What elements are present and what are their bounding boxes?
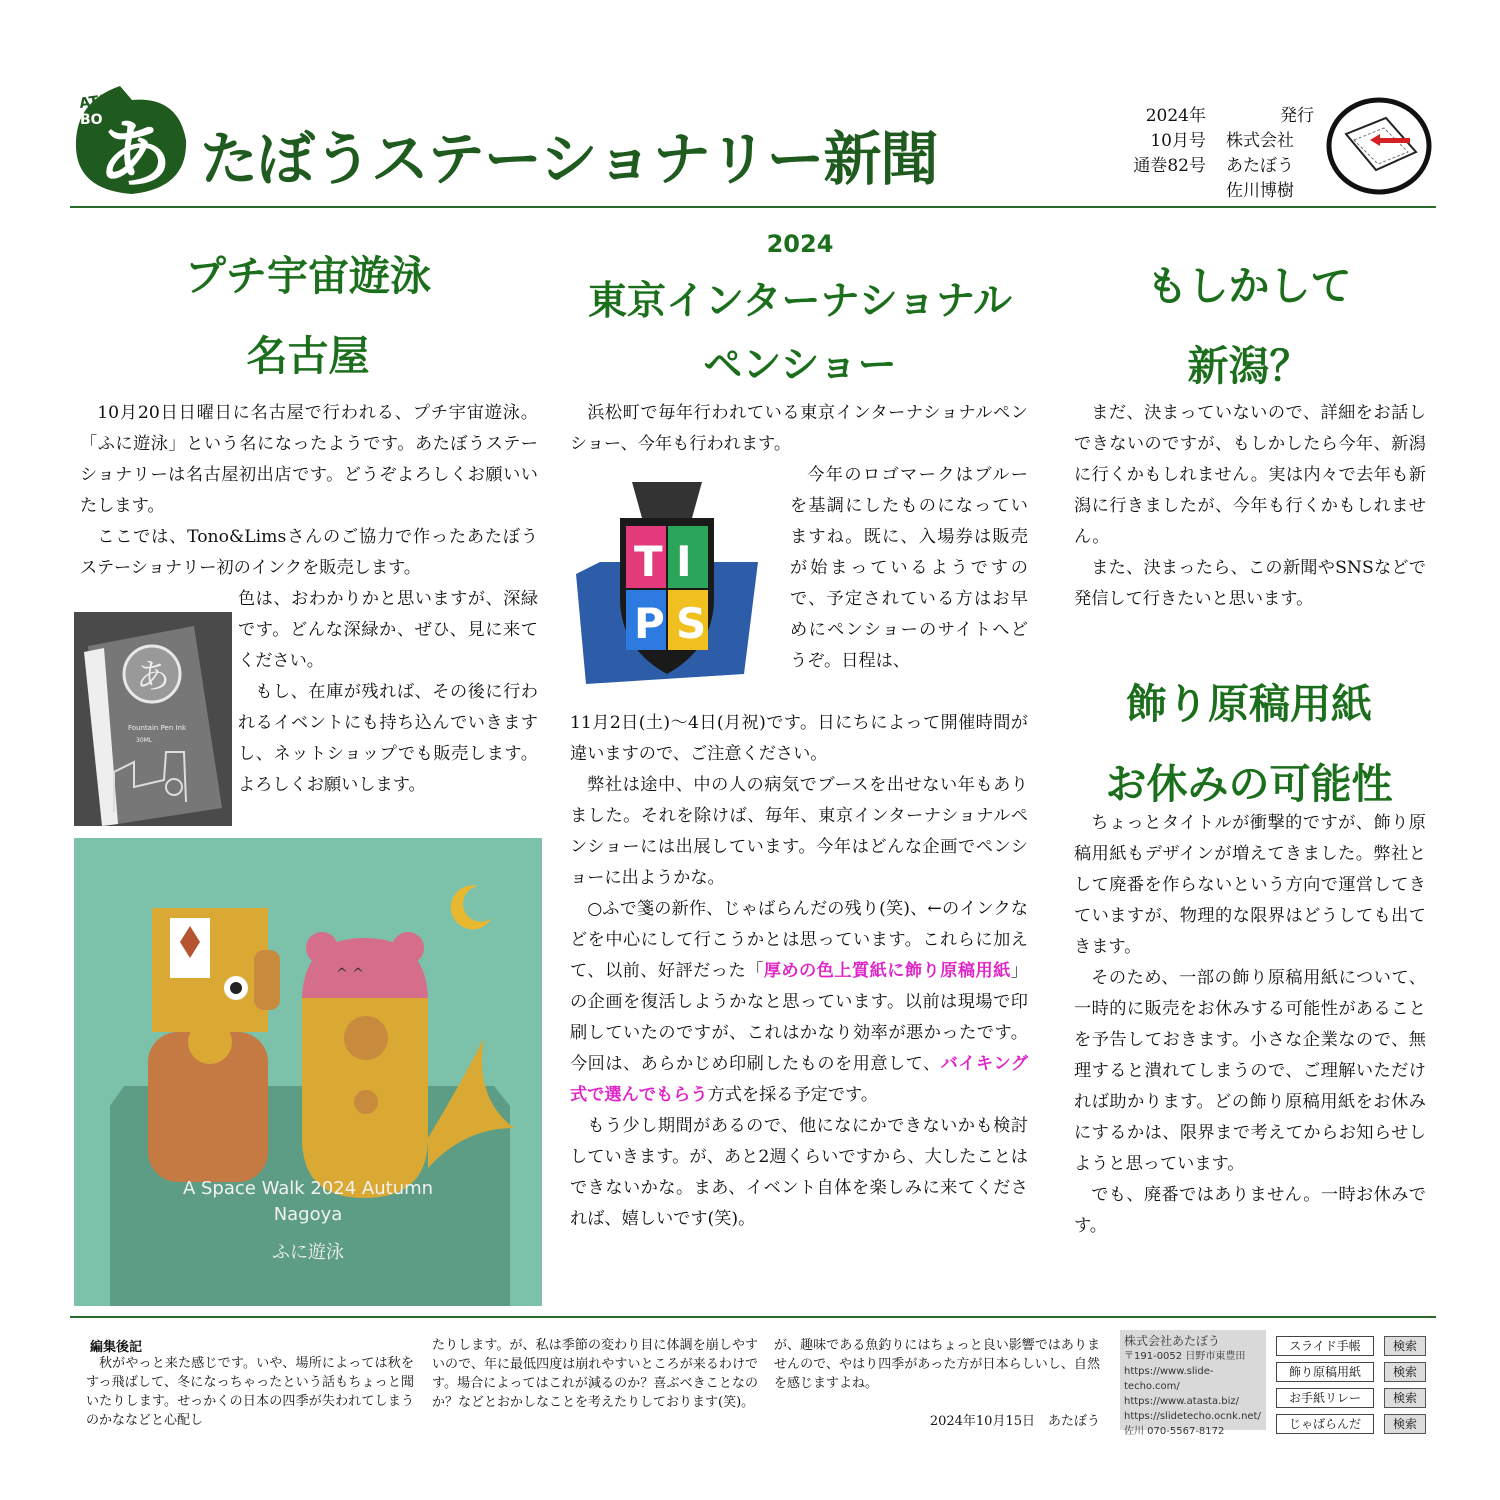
article1-body [80,398,538,584]
search-term: お手紙リレー [1276,1388,1374,1408]
article2-text: 」の企画を復活しようかなと思っています。以前は現場で印刷していたのですが、これはかなり効率が悪かったです。今回は、あらかじめ印刷したものを用意して、 [570,961,1028,1074]
tips-letter-t: T [634,537,663,586]
search-row [1276,1362,1436,1382]
editors-note-signature: 2024年10月15日 あたぼう [929,1414,1100,1429]
article4-paragraph: ちょっとタイトルが衝撃的ですが、飾り原稿用紙もデザインが増えてきました。弊社として廃番を作らないという方向で運営してきていますが、物理的な限界はどうしても出てきます。 [1074,813,1426,957]
slide-techo-stamp-icon [1324,96,1434,196]
highlight-text: バイキング式で選んでもらう [570,1054,1028,1105]
article4-paragraph: そのため、一部の飾り原稿用紙について、一時的に販売をお休みする可能性があることを予告しておきます。小さな企業なので、無理すると潰れてしまうので、ご理解いただければ助かります。どの飾り原稿用紙をお休みにするかは、限界まで考えてからお知らせしようと思っています。 [1074,968,1426,1174]
highlight-text: 厚めの色上質紙に飾り原稿用紙 [763,961,1011,981]
article3-paragraph: また、決まったら、この新聞やSNSなどで発信して行きたいと思います。 [1074,558,1426,609]
article3-headline-line1: もしかして [1146,262,1352,310]
footer-rule [70,1316,1436,1318]
article1-side-paragraph: もし、在庫が残れば、その後に行われるイベントにも持ち込んでいきますし、ネットショップでも販売します。よろしくお願いします。 [238,682,538,795]
article2-headline-line2: ペンショー [703,343,897,388]
issue-number: 通巻82号 [1133,156,1206,176]
illustration-caption-line1: A Space Walk 2024 Autumn [182,1178,434,1199]
tips-letter-s: S [676,599,707,648]
contact-url[interactable]: https://www.atasta.biz/ [1124,1396,1239,1407]
article2-paragraph: もう少し期間があるので、他になにかできないかも検討していきます。が、あと2週くらいですから、大したことはできないかな。まあ、イベント自体を楽しみに来てくだされば、嬉しいです(笑)。 [570,1116,1028,1229]
contact-url[interactable]: https://slidetecho.ocnk.net/ [1124,1411,1261,1422]
search-row [1276,1388,1436,1408]
article2-headline-line1: 東京インターナショナル [588,279,1012,324]
svg-text:ATA: ATA [78,92,110,112]
article4-paragraph: でも、廃番ではありません。一時お休みです。 [1074,1185,1426,1236]
illustration-caption-line3: ふに遊泳 [272,1242,344,1263]
article2-text: 方式を採る予定です。 [707,1085,879,1105]
editors-note-text: たりします。が、私は季節の変わり目に体調を崩しやすいので、年に最低四度は崩れやすいところが来るわけです。場合によってはこれが減るのか？喜ぶべきことなのか？などとおかしなことを考えたりしております(笑)。 [432,1338,758,1410]
article2-paragraph: 弊社は途中、中の人の病気でブースを出せない年もありました。それを除けば、毎年、東京インターナショナルペンショーには出展しています。今年はどんな企画でペンショーに出ようかな。 [570,775,1028,888]
editors-note-col3 [774,1336,1100,1393]
atabo-logo [68,78,198,198]
tips-letter-p: P [634,599,665,648]
publisher-heading: 発行 [1280,106,1314,126]
issue-info [1118,104,1206,179]
editors-note-title: 編集後記 [90,1340,143,1355]
search-button[interactable]: 検索 [1384,1362,1426,1382]
editors-note-text: 秋がやっと来た感じです。いや、場所によっては秋をすっ飛ばして、冬になっちゃったという話もちょっと聞いたりします。せっかくの日本の四季が失われてしまうのかななどと心配し [86,1356,414,1428]
article4-headline-line1: 飾り原稿用紙 [1126,680,1372,728]
svg-text:^ ^: ^ ^ [336,966,364,982]
article1-side-paragraph: 色は、おわかりかと思いますが、深緑です。どんな深緑か、ぜひ、見に来てください。 [238,589,538,671]
search-button[interactable]: 検索 [1384,1336,1426,1356]
search-button[interactable]: 検索 [1384,1388,1426,1408]
contact-box [1120,1330,1266,1437]
article1-headline-line2: 名古屋 [246,332,370,380]
editors-note-col1 [86,1354,414,1430]
search-term: 飾り原稿用紙 [1276,1362,1374,1382]
article2-intro [570,398,1028,460]
article2-paragraph: 浜松町で毎年行われている東京インターナショナルペンショー、今年も行われます。 [570,403,1028,454]
ink-volume-text: 30ML [136,737,153,744]
editors-note-text: が、趣味である魚釣りにはちょっと良い影響ではありませんので、やはり四季があった方が日本らしいし、自然を感じますよね。 [774,1338,1100,1391]
article3-headline [1062,246,1436,406]
logo-glyph: あ [98,112,172,198]
ink-bottle-photo [74,612,232,826]
article2-side-paragraph: 今年のロゴマークはブルーを基調にしたものになっていますね。既に、入場券は販売が始まっているようですので、予定されている方はお早めにペンショーのサイトへどうぞ。日程は、 [790,465,1028,671]
issue-year: 2024年 [1145,106,1206,126]
article3-body [1074,398,1426,615]
svg-text:あ: あ [136,657,170,697]
header-rule [70,206,1436,208]
article3-paragraph: まだ、決まっていないので、詳細をお話しできないのですが、もしかしたら今年、新潟に行くかもしれません。実は内々で去年も新潟に行きましたが、今年も行くかもしれません。 [1074,403,1426,547]
illustration-caption-line2: Nagoya [273,1204,343,1225]
tips-pen-show-logo [572,478,764,688]
tips-letter-i: I [676,537,692,586]
article1-side-body [238,584,538,801]
article1-headline-line1: プチ宇宙遊泳 [185,252,431,300]
article3-headline-line2: 新潟？ [1187,342,1311,390]
article2-kicker: 2024 [766,230,834,258]
search-term: スライド手帳 [1276,1336,1374,1356]
search-row [1276,1414,1436,1434]
article1-paragraph: ここでは、Tono&Limsさんのご協力で作ったあたぼうステーショナリー初のインクを販売します。 [80,527,538,578]
article2-paragraph: 11月2日(土)～4日(月祝)です。日にちによって開催時間が違いますので、ご注意ください。 [570,713,1028,764]
search-button[interactable]: 検索 [1384,1414,1426,1434]
publisher-info [1226,104,1314,204]
article1-paragraph: 10月20日日曜日に名古屋で行われる、プチ宇宙遊泳。「ふに遊泳」という名になったようです。あたぼうステーショナリーは名古屋初出店です。どうぞよろしくお願いいたします。 [80,403,538,516]
issue-month: 10月号 [1150,131,1206,151]
publisher-company: あたぼう [1226,156,1294,176]
contact-address: 〒191-0052 日野市東豊田 [1124,1351,1246,1362]
article4-headline [1062,664,1436,824]
search-term: じゃばらんだ [1276,1414,1374,1434]
article2-text: ○ふで箋の新作、じゃばらんだの残り(笑)、←のインクなどを中心にして行こうかとは思っています。これらに加えて、以前、好評だった「 [570,899,1028,981]
svg-text:BO: BO [80,112,103,128]
article2-side-body [790,460,1028,677]
article4-body [1074,808,1426,1242]
publisher-person: 佐川博樹 [1226,181,1294,201]
search-row [1276,1336,1436,1356]
article1-headline [74,236,542,396]
contact-company: 株式会社あたぼう [1124,1334,1221,1348]
editors-note-col2 [432,1336,758,1412]
contact-phone: 佐川 070-5567-8172 [1124,1426,1225,1437]
space-walk-illustration [74,838,542,1306]
newspaper-title: たぼうステーショナリー新聞 [200,125,938,193]
ink-label-text: Fountain Pen Ink [128,724,187,732]
contact-url[interactable]: https://www.slide-techo.com/ [1124,1366,1214,1392]
article2-headline [562,270,1038,398]
article4-headline-line2: お休みの可能性 [1105,760,1393,808]
article2-body [570,708,1028,1235]
publisher-company-type: 株式会社 [1226,131,1294,151]
article2-paragraph [570,894,1028,1111]
